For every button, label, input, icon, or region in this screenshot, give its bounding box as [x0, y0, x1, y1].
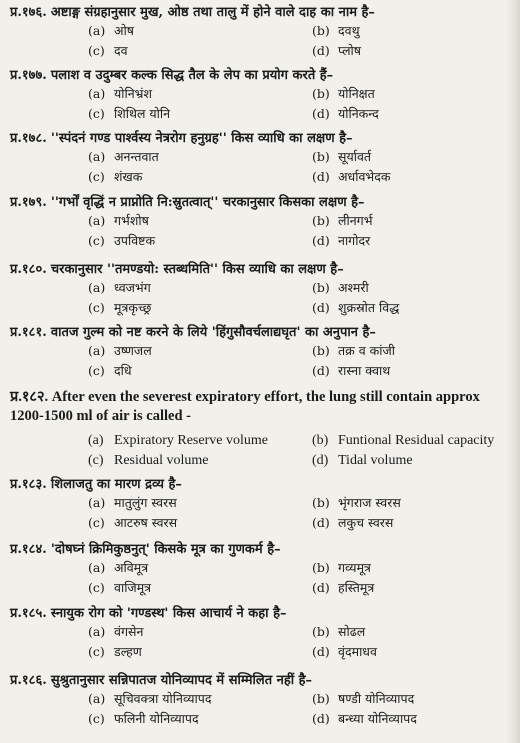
option-c[interactable]: (c) दधि: [88, 363, 132, 378]
options: [10, 278, 510, 318]
option-d[interactable]: (d) नागोदर: [312, 233, 371, 248]
question-186: [10, 672, 510, 729]
option-b[interactable]: (b) अश्मरी: [312, 280, 369, 295]
question-number: प्र.१७९.: [10, 195, 47, 210]
option-c[interactable]: (c) शिथिल योनि: [88, 106, 171, 121]
question-176: [10, 4, 510, 61]
question-text: वातज गुल्म को नष्ट करने के लिये 'हिंगुसौवर्चलाद्यघृत' का अनुपान है–: [50, 325, 376, 340]
option-a[interactable]: (a) ओष: [88, 23, 135, 38]
question-text: स्नायुक रोग को 'गण्डस्थ' किस आचार्य ने कहा है–: [50, 606, 287, 621]
question-number: प्र.१७६.: [10, 5, 47, 20]
option-c[interactable]: (c) शंखक: [88, 169, 143, 184]
option-b[interactable]: (b) दवथु: [312, 23, 360, 38]
options: [10, 622, 510, 662]
question-text: 'दोषघ्नं क्रिमिकुष्ठनुत्' किसके मूत्र का गुणकर्म है–: [50, 542, 281, 557]
question-number: प्र.१८३.: [10, 477, 47, 492]
option-b[interactable]: (b) लीनगर्भ: [312, 213, 373, 228]
question-178: [10, 130, 510, 187]
question-182: [10, 388, 510, 471]
question-185: [10, 605, 510, 662]
options: [10, 211, 510, 251]
question-text: शिलाजतु का मारण द्रव्य है–: [50, 477, 182, 492]
option-d[interactable]: (d) शुक्रस्रोत विद्ध: [312, 300, 400, 315]
options: [10, 493, 510, 533]
option-b[interactable]: (b) तक्र व कांजी: [312, 343, 395, 358]
option-b[interactable]: (b) सोढल: [312, 624, 366, 639]
question-number: प्र.१७८.: [10, 131, 47, 146]
option-c[interactable]: (c) वाजिमूत्र: [88, 580, 152, 595]
options: [10, 341, 510, 381]
question-number: प्र.१८२.: [10, 389, 49, 405]
option-b[interactable]: (b) Funtional Residual capacity: [312, 433, 495, 448]
option-b[interactable]: (b) षण्डी योनिव्यापद: [312, 691, 415, 706]
option-a[interactable]: (a) मातुलुंग स्वरस: [88, 495, 177, 510]
option-a[interactable]: (a) अनन्तवात: [88, 149, 159, 164]
question-183: [10, 476, 510, 533]
option-b[interactable]: (b) भृंगराज स्वरस: [312, 495, 401, 510]
option-a[interactable]: (a) योनिभ्रंश: [88, 86, 152, 101]
option-c[interactable]: (c) Residual volume: [88, 453, 209, 468]
options: [10, 147, 510, 187]
option-d[interactable]: (d) योनिकन्द: [312, 106, 379, 121]
question-179: [10, 194, 510, 251]
question-number: प्र.१८६.: [10, 673, 47, 688]
question-184: [10, 541, 510, 598]
option-d[interactable]: (d) Tidal volume: [312, 453, 413, 468]
options: [10, 558, 510, 598]
question-number: प्र.१८५.: [10, 606, 47, 621]
option-c[interactable]: (c) दव: [88, 43, 128, 58]
option-d[interactable]: (d) बन्ध्या योनिव्यापद: [312, 711, 417, 726]
question-text: सुश्रुतानुसार सन्निपातज योनिव्यापद में सम्मिलित नहीं है–: [50, 673, 313, 688]
option-b[interactable]: (b) योनिक्षत: [312, 86, 375, 101]
option-d[interactable]: (d) वृंदमाधव: [312, 644, 377, 659]
options: [10, 431, 510, 471]
options: [10, 689, 510, 729]
option-a[interactable]: (a) ध्वजभंग: [88, 280, 151, 295]
options: [10, 21, 510, 61]
question-number: प्र.१७७.: [10, 68, 47, 83]
option-b[interactable]: (b) गव्यमूत्र: [312, 560, 371, 575]
question-177: [10, 67, 510, 124]
question-text: ''स्पंदनं गण्ड पार्श्वस्य नेत्ररोग हनुग्रह'' किस व्याधि का लक्षण है–: [50, 131, 353, 146]
option-c[interactable]: (c) डल्हण: [88, 644, 142, 659]
question-180: [10, 261, 510, 318]
question-text: पलाश व उदुम्बर कल्क सिद्ध तैल के लेप का प्रयोग करते हैं–: [50, 68, 334, 83]
option-d[interactable]: (d) रास्ना क्वाथ: [312, 363, 391, 378]
question-number: प्र.१८०.: [10, 262, 47, 277]
option-a[interactable]: (a) गर्भशोष: [88, 213, 149, 228]
option-a[interactable]: (a) वंगसेन: [88, 624, 144, 639]
question-text: चरकानुसार ''तमण्डयो: स्तब्धमिति'' किस व्याधि का लक्षण है–: [50, 262, 344, 277]
option-c[interactable]: (c) मूत्रकृच्छ्र: [88, 300, 152, 315]
option-d[interactable]: (d) अर्धावभेदक: [312, 169, 391, 184]
page-edge-shadow: [506, 0, 520, 743]
options: [10, 84, 510, 124]
option-a[interactable]: (a) अविमूत्र: [88, 560, 149, 575]
option-a[interactable]: (a) Expiratory Reserve volume: [88, 433, 268, 448]
option-a[interactable]: (a) उष्णजल: [88, 343, 152, 358]
option-c[interactable]: (c) आटरुष स्वरस: [88, 515, 178, 530]
option-d[interactable]: (d) प्लोष: [312, 43, 362, 58]
question-number: प्र.१८४.: [10, 542, 47, 557]
option-d[interactable]: (d) लकुच स्वरस: [312, 515, 394, 530]
question-text: After even the severest expiratory effort, the lung still contain approx 1200-1500 ml of air is called -: [10, 389, 480, 424]
question-text: अष्टाङ्ग संग्रहानुसार मुख, ओष्ठ तथा तालु में होने वाले दाह का नाम है–: [50, 5, 375, 20]
option-c[interactable]: (c) उपविष्टक: [88, 233, 156, 248]
option-d[interactable]: (d) हस्तिमूत्र: [312, 580, 375, 595]
question-181: [10, 324, 510, 381]
option-c[interactable]: (c) फलिनी योनिव्यापद: [88, 711, 199, 726]
option-a[interactable]: (a) सूचिवक्त्रा योनिव्यापद: [88, 691, 212, 706]
question-text: ''गर्भों वृद्धिं न प्राप्नोति नि:स्रुतत्वात्'' चरकानुसार किसका लक्षण है–: [50, 195, 365, 210]
option-b[interactable]: (b) सूर्यावर्त: [312, 149, 372, 164]
question-number: प्र.१८१.: [10, 325, 47, 340]
